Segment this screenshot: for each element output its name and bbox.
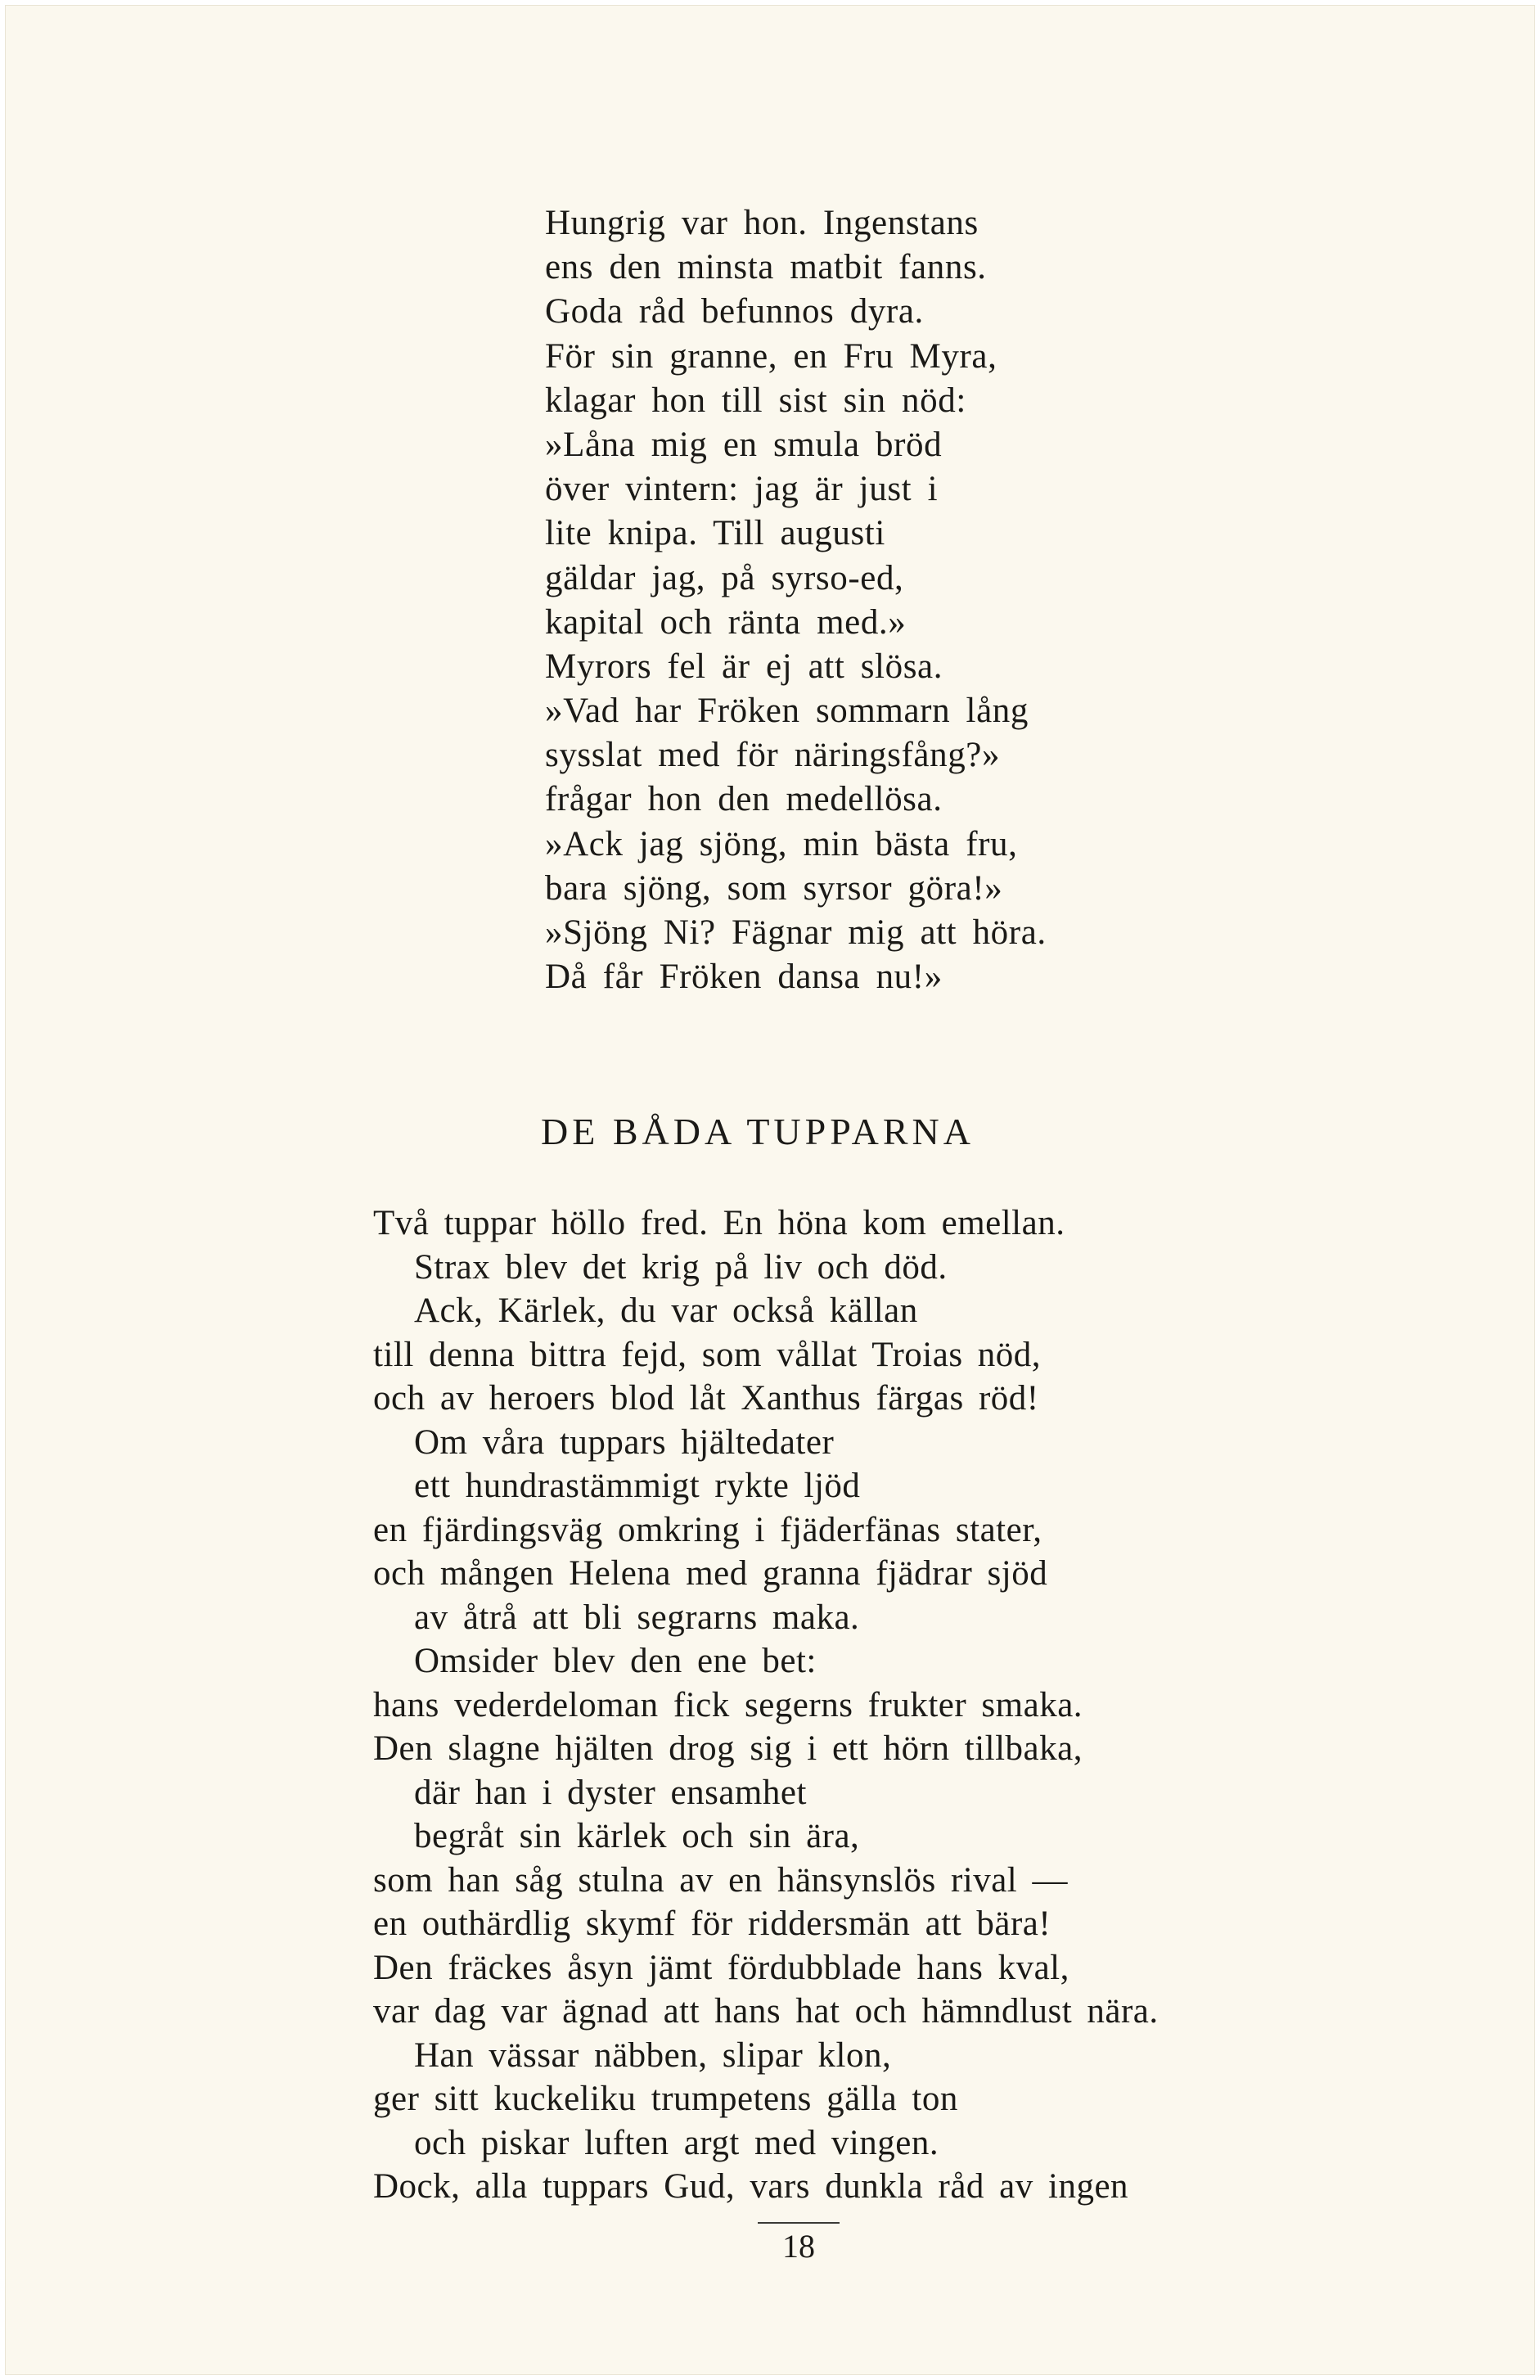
poem-line: var dag var ägnad att hans hat och hämndlust nära.	[373, 1992, 1159, 2031]
poem-line: frågar hon den medellösa.	[545, 780, 943, 819]
poem-cicada-stanza	[545, 201, 1047, 999]
page-number: 18	[782, 2228, 815, 2265]
poem-line: och mången Helena med granna fjädrar sjöd	[373, 1554, 1048, 1593]
poem-line: som han såg stulna av en hänsynslös rival —	[373, 1860, 1069, 1900]
poem-line: »Vad har Fröken sommarn lång	[545, 692, 1029, 731]
poem-line: och av heroers blod låt Xanthus färgas röd!	[373, 1379, 1039, 1418]
poem-line: Två tuppar höllo fred. En höna kom emellan.	[373, 1204, 1065, 1242]
poem-line: gäldar jag, på syrso-ed,	[545, 558, 904, 597]
poem-line: en outhärdlig skymf för riddersmän att bära!	[373, 1904, 1051, 1943]
poem-line: en fjärdingsväg omkring i fjäderfänas stater,	[373, 1510, 1042, 1549]
poem-line: ger sitt kuckeliku trumpetens gälla ton	[373, 2080, 958, 2118]
poem-line: klagar hon till sist sin nöd:	[545, 381, 966, 420]
poem-line: Den fräckes åsyn jämt fördubblade hans kval,	[373, 1948, 1069, 1987]
poem-line: begråt sin kärlek och sin ära,	[414, 1817, 860, 1855]
page-number-rule	[758, 2222, 840, 2224]
poem-title-text: DE BÅDA TUPPARNA	[541, 1111, 975, 1152]
poem-line: Ack, Kärlek, du var också källan	[414, 1291, 918, 1330]
poem-title	[5, 1110, 1535, 1153]
poem-line: och piskar luften argt med vingen.	[414, 2123, 939, 2162]
poem-line: Han vässar näbben, slipar klon,	[414, 2035, 892, 2075]
poem-line: bara sjöng, som syrsor göra!»	[545, 868, 1003, 908]
poem-line: av åtrå att bli segrarns maka.	[414, 1598, 860, 1637]
poem-line: Goda råd befunnos dyra.	[545, 292, 924, 331]
poem-line: Då får Fröken dansa nu!»	[545, 958, 943, 997]
poem-line: hans vederdeloman fick segerns frukter smaka.	[373, 1685, 1083, 1724]
poem-line: lite knipa. Till augusti	[545, 514, 885, 553]
poem-line: till denna bittra fejd, som vållat Troias nöd,	[373, 1335, 1042, 1374]
poem-line: där han i dyster ensamhet	[414, 1773, 807, 1812]
poem-line: Myrors fel är ej att slösa.	[545, 647, 943, 686]
poem-line: Om våra tuppars hjältedater	[414, 1422, 835, 1462]
poem-line: över vintern: jag är just i	[545, 470, 939, 509]
poem-two-roosters	[373, 1201, 1159, 2209]
poem-line: Strax blev det krig på liv och död.	[414, 1247, 948, 1287]
poem-line: »Sjöng Ni? Fägnar mig att höra.	[545, 913, 1047, 952]
poem-line: Omsider blev den ene bet:	[414, 1642, 817, 1680]
poem-line: Den slagne hjälten drog sig i ett hörn tillbaka,	[373, 1729, 1083, 1768]
poem-line: Hungrig var hon. Ingenstans	[545, 204, 979, 242]
poem-line: Dock, alla tuppars Gud, vars dunkla råd av ingen	[373, 2167, 1129, 2206]
poem-line: ett hundrastämmigt rykte ljöd	[414, 1467, 861, 1505]
poem-line: sysslat med för näringsfång?»	[545, 736, 1001, 775]
poem-line: ens den minsta matbit fanns.	[545, 248, 987, 287]
poem-line: »Ack jag sjöng, min bästa fru,	[545, 824, 1018, 863]
book-page	[5, 5, 1535, 2375]
poem-line: För sin granne, en Fru Myra,	[545, 336, 997, 376]
poem-line: »Låna mig en smula bröd	[545, 425, 943, 464]
poem-line: kapital och ränta med.»	[545, 602, 907, 642]
